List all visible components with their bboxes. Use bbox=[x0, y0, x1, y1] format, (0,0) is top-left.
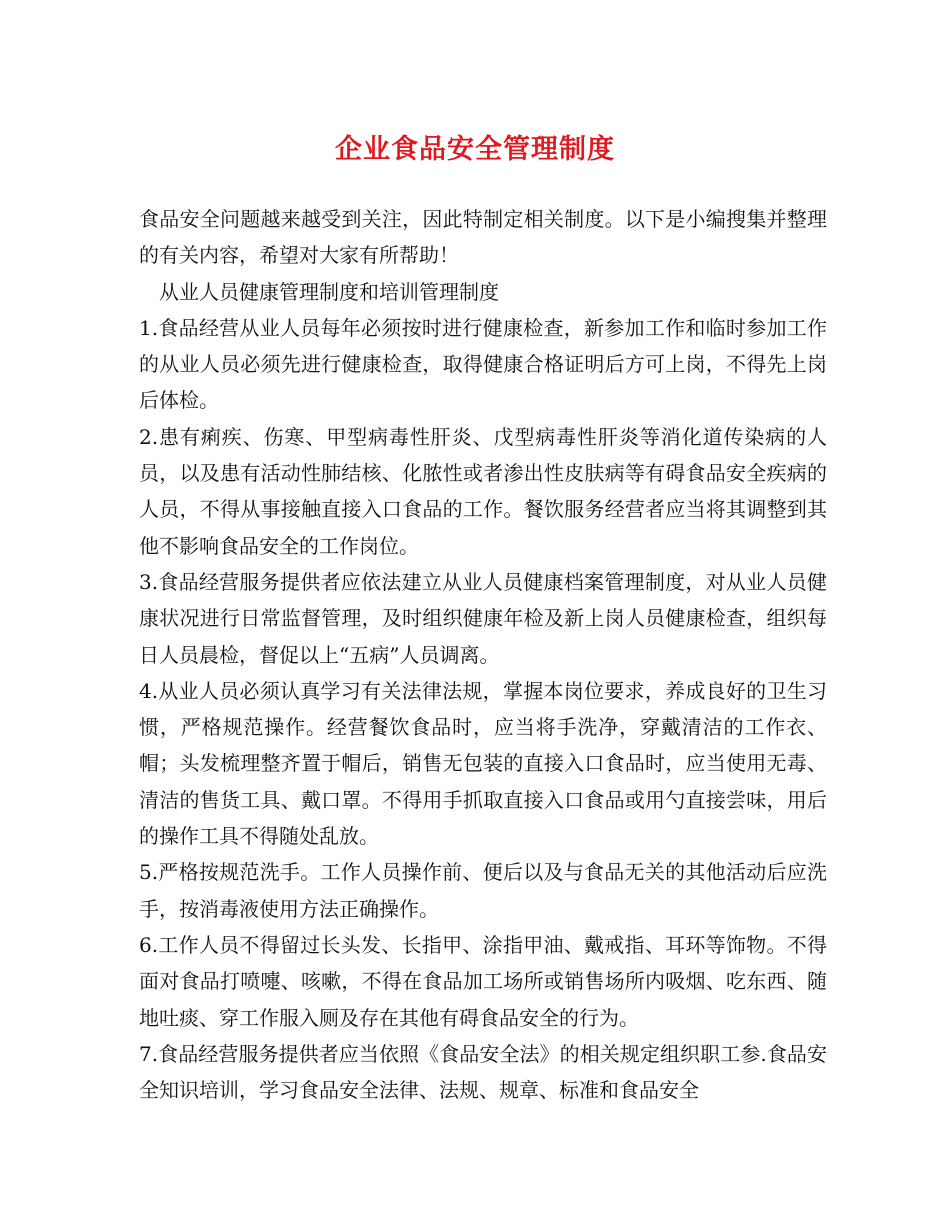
document-body bbox=[139, 201, 827, 1108]
list-item: 4.从业人员必须认真学习有关法律法规，掌握本岗位要求，养成良好的卫生习惯，严格规范操作。经营餐饮食品时，应当将手洗净，穿戴清洁的工作衣、帽；头发梳理整齐置于帽后，销售无包装的直接入口食品时，应当使用无毒、清洁的售货工具、戴口罩。不得用手抓取直接入口食品或用勺直接尝味，用后的操作工具不得随处乱放。 bbox=[139, 678, 827, 849]
document-title: 企业食品安全管理制度 bbox=[335, 134, 615, 165]
list-item: 2.患有痢疾、伤寒、甲型病毒性肝炎、戊型病毒性肝炎等消化道传染病的人员，以及患有活动性肺结核、化脓性或者渗出性皮肤病等有碍食品安全疾病的人员，不得从事接触直接入口食品的工作。餐饮服务经营者应当将其调整到其他不影响食品安全的工作岗位。 bbox=[139, 424, 827, 558]
section-heading: 从业人员健康管理制度和培训管理制度 bbox=[159, 279, 499, 304]
list-item: 7.食品经营服务提供者应当依照《食品安全法》的相关规定组织职工参.食品安全知识培训，学习食品安全法律、法规、规章、标准和食品安全 bbox=[139, 1041, 827, 1103]
list-item: 5.严格按规范洗手。工作人员操作前、便后以及与食品无关的其他活动后应洗手，按消毒液使用方法正确操作。 bbox=[139, 860, 827, 921]
list-item: 6.工作人员不得留过长头发、长指甲、涂指甲油、戴戒指、耳环等饰物。不得面对食品打喷嚏、咳嗽，不得在食品加工场所或销售场所内吸烟、吃东西、随地吐痰、穿工作服入厕及存在其他有碍食品安全的行为。 bbox=[139, 932, 827, 1030]
list-item: 1.食品经营从业人员每年必须按时进行健康检查，新参加工作和临时参加工作的从业人员必须先进行健康检查，取得健康合格证明后方可上岗，不得先上岗后体检。 bbox=[139, 315, 827, 413]
intro-paragraph: 食品安全问题越来越受到关注，因此特制定相关制度。以下是小编搜集并整理的有关内容，希望对大家有所帮助！ bbox=[139, 207, 827, 268]
list-item: 3.食品经营服务提供者应依法建立从业人员健康档案管理制度，对从业人员健康状况进行日常监督管理，及时组织健康年检及新上岗人员健康检查，组织每日人员晨检，督促以上“五病”人员调离。 bbox=[139, 569, 827, 667]
